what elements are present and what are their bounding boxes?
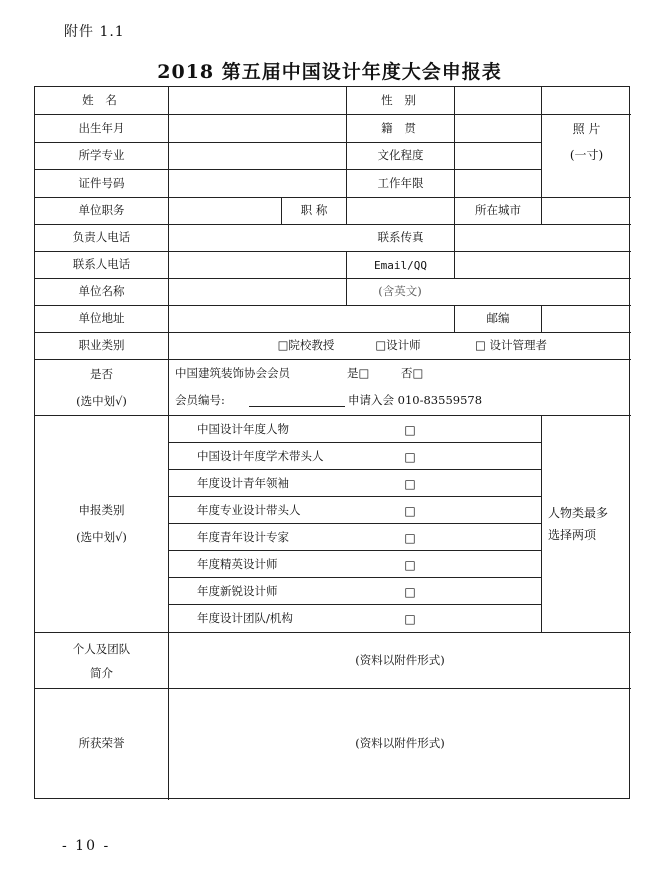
category-item-label: 年度新锐设计师 <box>197 583 278 598</box>
label-work-years: 工作年限 <box>377 175 424 190</box>
title-rank-input[interactable] <box>347 198 454 224</box>
label-fax: 联系传真 <box>377 230 424 245</box>
photo-label: 照 片 <box>572 122 601 136</box>
label-name: 姓 名 <box>82 92 121 107</box>
gender-input[interactable] <box>455 87 541 114</box>
label-org-address: 单位地址 <box>78 311 125 326</box>
category-item-label: 中国设计年度学术带头人 <box>197 448 324 463</box>
label-city: 所在城市 <box>475 203 521 218</box>
membership-label-line1: 是否 <box>90 366 113 381</box>
label-position: 单位职务 <box>78 203 125 218</box>
label-birth: 出生年月 <box>78 120 125 135</box>
position-input[interactable] <box>169 198 281 224</box>
intro-input[interactable]: (资料以附件形式) <box>355 652 445 667</box>
intro-label-line1: 个人及团队 <box>72 641 131 656</box>
category-item-checkbox[interactable]: □ <box>404 503 416 518</box>
intro-label-line2: 简介 <box>90 665 113 680</box>
category-label-line1: 申报类别 <box>78 503 125 517</box>
label-leader-phone: 负责人电话 <box>72 230 131 245</box>
native-input[interactable] <box>455 115 541 142</box>
label-education: 文化程度 <box>377 148 424 163</box>
label-native: 籍 贯 <box>381 120 420 135</box>
category-item-checkbox[interactable]: □ <box>404 422 416 437</box>
membership-label-line2: (选中划√) <box>76 393 127 408</box>
label-title-rank: 职 称 <box>300 203 328 218</box>
page-number: - 10 - <box>62 838 111 854</box>
category-item-checkbox[interactable]: □ <box>404 530 416 545</box>
id-number-input[interactable] <box>169 170 346 197</box>
honors-input[interactable]: (资料以附件形式) <box>355 736 445 751</box>
membership-no-checkbox[interactable]: 否□ <box>401 365 424 380</box>
job-type-professor-checkbox[interactable]: □院校教授 <box>277 338 335 353</box>
application-form <box>34 86 630 799</box>
city-input[interactable] <box>542 198 631 224</box>
category-label <box>35 416 168 632</box>
category-item-label: 中国设计年度人物 <box>197 421 289 436</box>
membership-apply: 申请入会 010-83559578 <box>348 393 483 408</box>
job-type-designer-checkbox[interactable]: □设计师 <box>375 338 421 353</box>
membership-label <box>35 360 168 415</box>
label-id-number: 证件号码 <box>78 175 125 190</box>
category-item-label: 年度设计青年领袖 <box>197 475 289 490</box>
category-item-checkbox[interactable]: □ <box>404 476 416 491</box>
label-postcode: 邮编 <box>486 311 510 326</box>
photo-box[interactable] <box>542 87 631 197</box>
email-qq-input[interactable] <box>455 252 631 278</box>
category-item-checkbox[interactable]: □ <box>404 449 416 464</box>
category-item-label: 年度专业设计带头人 <box>197 502 301 517</box>
label-gender: 性 别 <box>381 92 420 107</box>
contact-phone-input[interactable] <box>169 252 346 278</box>
category-note-line1: 人物类最多 <box>548 506 609 520</box>
category-item-label: 年度青年设计专家 <box>197 529 289 544</box>
category-note-line2: 选择两项 <box>548 528 597 542</box>
form-title: 2018 第五届中国设计年度大会申报表 <box>157 61 502 83</box>
member-number-blank[interactable] <box>249 396 345 407</box>
org-name-input[interactable]: (含英文) <box>378 284 422 299</box>
leader-phone-input[interactable] <box>169 225 346 251</box>
category-item-checkbox[interactable]: □ <box>404 557 416 572</box>
category-item-checkbox[interactable]: □ <box>404 611 416 626</box>
attachment-label: 附件 1.1 <box>64 24 125 40</box>
fax-input[interactable] <box>455 225 631 251</box>
category-label-line2: (选中划√) <box>76 530 127 544</box>
label-email-qq: Email/QQ <box>374 258 427 272</box>
category-item-label: 年度设计团队/机构 <box>197 610 293 625</box>
major-input[interactable] <box>169 143 346 169</box>
education-input[interactable] <box>455 143 541 169</box>
photo-size: (一寸) <box>569 148 604 162</box>
intro-label <box>35 633 168 688</box>
category-note <box>542 416 637 632</box>
membership-org: 中国建筑装饰协会会员 <box>175 365 290 380</box>
birth-input[interactable] <box>169 115 346 142</box>
work-years-input[interactable] <box>455 170 541 197</box>
category-item-label: 年度精英设计师 <box>197 556 278 571</box>
name-input[interactable] <box>169 87 346 114</box>
honors-label: 所获荣誉 <box>78 736 125 751</box>
member-number-input[interactable] <box>247 387 347 415</box>
label-major: 所学专业 <box>78 148 125 163</box>
membership-yes-checkbox[interactable]: 是□ <box>347 365 370 380</box>
postcode-input[interactable] <box>542 306 631 332</box>
org-address-input[interactable] <box>169 306 454 332</box>
member-number-label: 会员编号: <box>175 393 225 408</box>
label-contact-phone: 联系人电话 <box>72 257 131 272</box>
label-job-type: 职业类别 <box>78 338 125 353</box>
category-item-checkbox[interactable]: □ <box>404 584 416 599</box>
job-type-manager-checkbox[interactable]: □ 设计管理者 <box>474 338 548 353</box>
label-org-name: 单位名称 <box>78 284 125 299</box>
